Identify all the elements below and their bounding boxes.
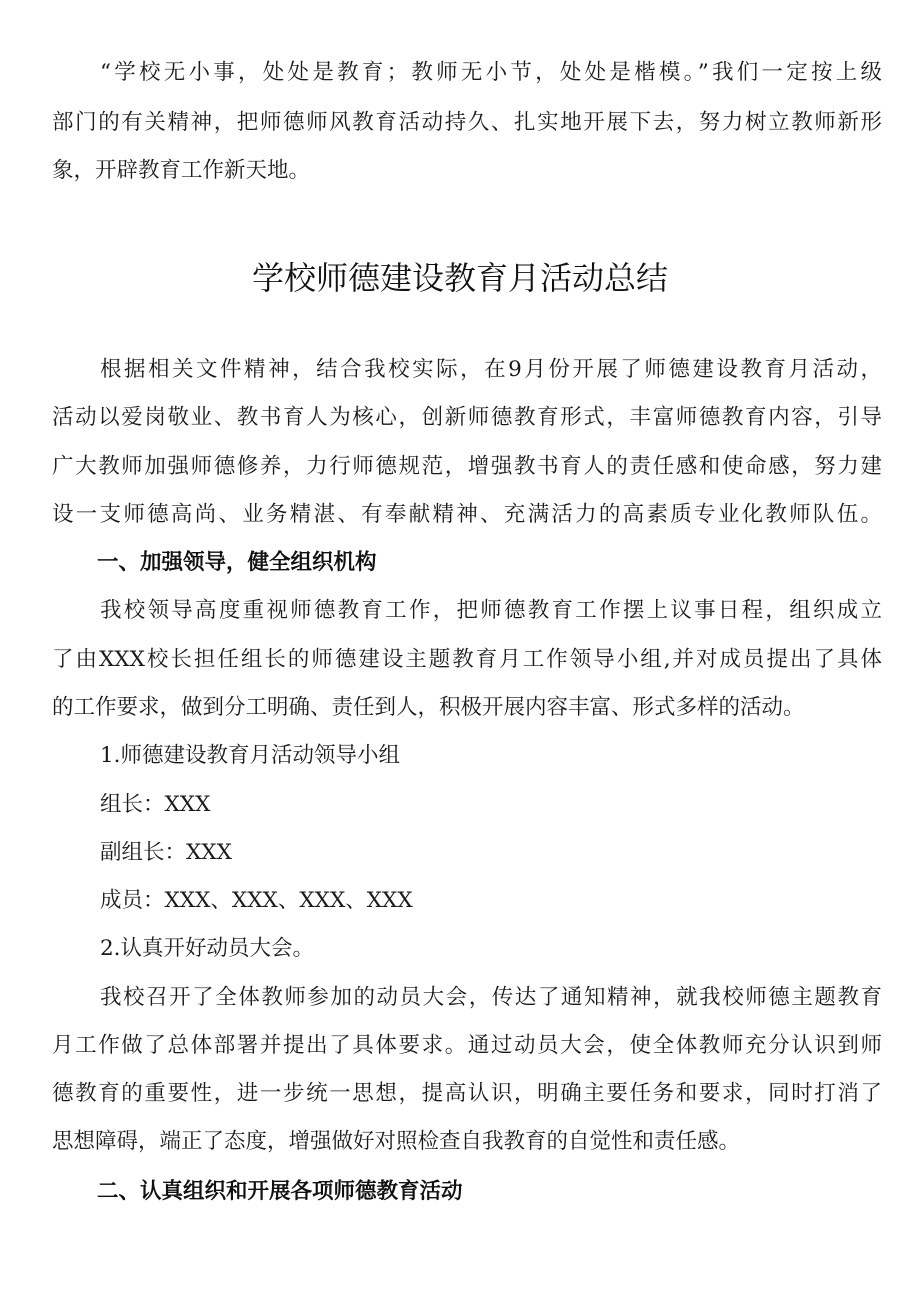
group-members: 成员：XXX、XXX、XXX、XXX [100, 888, 413, 913]
paragraph-1-line-1: 根据相关文件精神，结合我校实际，在9月份开展了师德建设教育月活动， [100, 357, 882, 382]
section-2-heading: 二、认真组织和开展各项师德教育活动 [97, 1179, 463, 1204]
meeting-line-1: 我校召开了全体教师参加的动员大会，传达了通知精神，就我校师德主题教育 [100, 985, 882, 1010]
meeting-title: 2.认真开好动员大会。 [100, 936, 315, 961]
section-1-line-1: 我校领导高度重视师德教育工作，把师德教育工作摆上议事日程，组织成立 [100, 598, 882, 623]
paragraph-1-line-3: 广大教师加强师德修养，力行师德规范，增强教书育人的责任感和使命感，努力建 [52, 454, 882, 479]
section-1-line-3: 的工作要求，做到分工明确、责任到人，积极开展内容丰富、形式多样的活动。 [52, 695, 805, 720]
document-title: 学校师德建设教育月活动总结 [251, 259, 668, 297]
paragraph-1-line-4: 设一支师德高尚、业务精湛、有奉献精神、充满活力的高素质专业化教师队伍。 [52, 502, 882, 527]
group-title: 1.师德建设教育月活动领导小组 [100, 743, 401, 768]
intro-line-2: 部门的有关精神，把师德师风教育活动持久、扎实地开展下去，努力树立教师新形 [52, 110, 882, 135]
intro-line-3: 象，开辟教育工作新天地。 [52, 158, 311, 183]
group-leader: 组长：XXX [100, 792, 211, 817]
meeting-line-4: 思想障碍，端正了态度，增强做好对照检查自我教育的自觉性和责任感。 [52, 1129, 741, 1154]
meeting-line-3: 德教育的重要性，进一步统一思想，提高认识，明确主要任务和要求，同时打消了 [52, 1081, 882, 1106]
section-1-heading: 一、加强领导，健全组织机构 [97, 550, 377, 575]
meeting-line-2: 月工作做了总体部署并提出了具体要求。通过动员大会，使全体教师充分认识到师 [52, 1033, 882, 1058]
section-1-line-2: 了由XXX校长担任组长的师德建设主题教育月工作领导小组,并对成员提出了具体 [52, 647, 882, 672]
paragraph-1-line-2: 活动以爱岗敬业、教书育人为核心，创新师德教育形式，丰富师德教育内容，引导 [52, 405, 882, 430]
group-deputy: 副组长：XXX [100, 840, 232, 865]
intro-line-1: “学校无小事，处处是教育；教师无小节，处处是楷模。”我们一定按上级 [100, 60, 882, 85]
